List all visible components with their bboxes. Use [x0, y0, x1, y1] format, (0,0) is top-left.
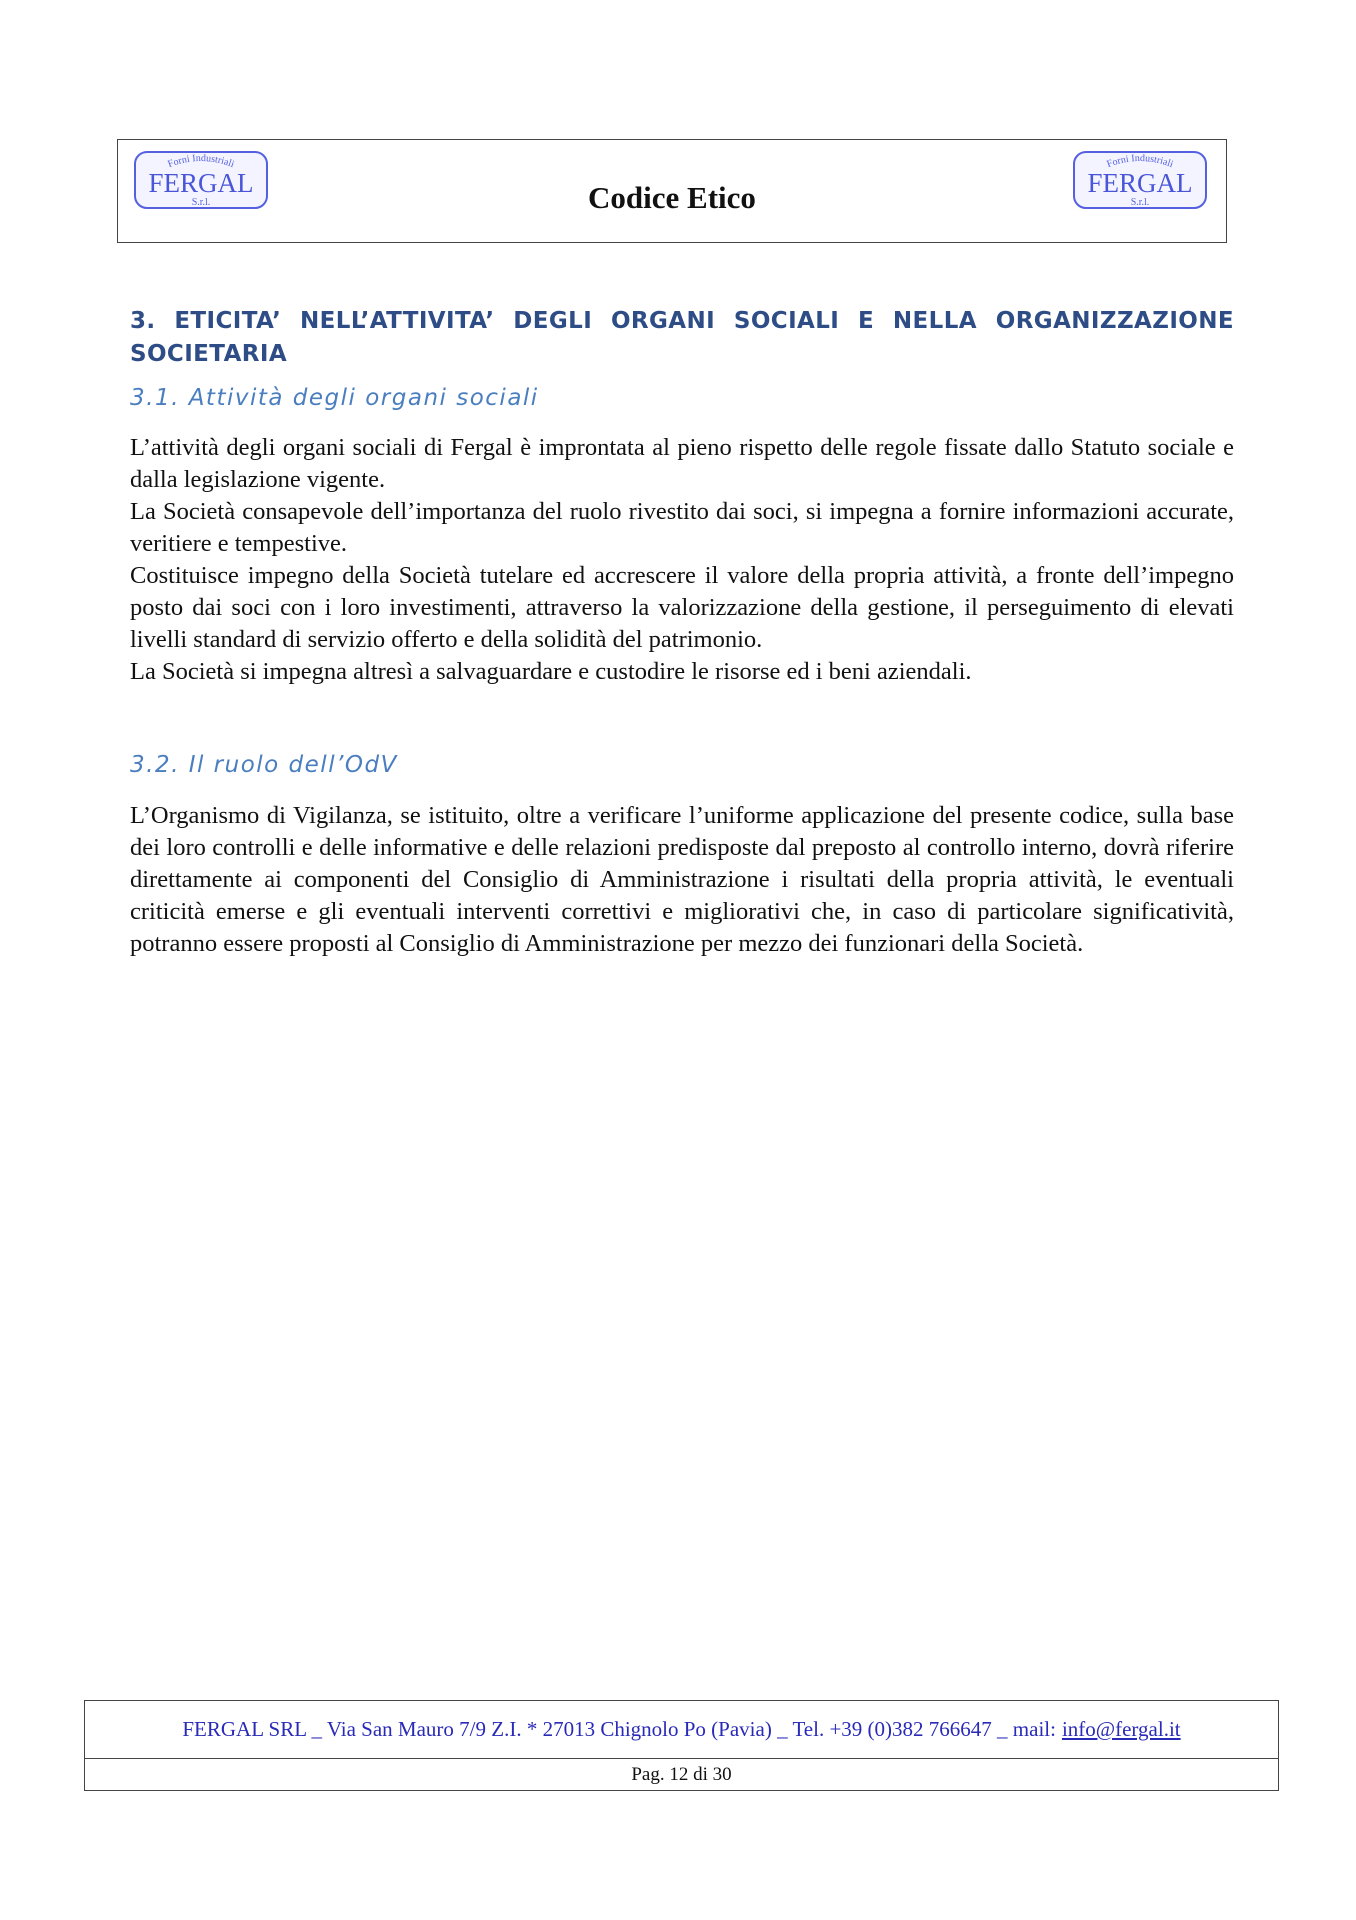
document-title: Codice Etico — [588, 180, 756, 215]
svg-text:Forni Industriali: Forni Industriali — [1105, 152, 1175, 171]
section-heading: 3. ETICITA’ NELL’ATTIVITA’ DEGLI ORGANI SOCIALI E NELLA ORGANIZZAZIONE SOCIETARIA — [130, 308, 1234, 367]
svg-text:FERGAL: FERGAL — [148, 168, 254, 198]
footer-address: FERGAL SRL _ Via San Mauro 7/9 Z.I. * 27013 Chignolo Po (Pavia) _ Tel. +39 (0)382 766647 _ mail: — [182, 1717, 1056, 1741]
paragraph: La Società consapevole dell’importanza del ruolo rivestito dai soci, si impegna a fornire informazioni accurate, veritiere e tempestive. — [130, 498, 1234, 557]
paragraph: L’Organismo di Vigilanza, se istituito, oltre a verificare l’uniforme applicazione del presente codice, sulla base dei loro controlli e delle informative e delle relazioni predisposte dal preposto al controllo interno, dovrà riferire direttamente ai componenti del Consiglio di Amministrazione i risultati della propria attività, le eventuali criticità emerse e gli eventuali interventi correttivi e migliorativi che, in caso di particolare significatività, potranno essere proposti al Consiglio di Amministrazione per mezzo dei funzionari della Società. — [130, 802, 1234, 957]
footer-contact — [85, 1701, 1278, 1759]
page-header — [117, 139, 1227, 243]
subsection-3-2-body — [130, 800, 1234, 960]
svg-text:Forni Industriali: Forni Industriali — [166, 152, 236, 171]
subsection-3-1-body — [130, 432, 1234, 688]
subsection-heading-3-1: 3.1. Attività degli organi sociali — [130, 385, 539, 411]
svg-text:S.r.l.: S.r.l. — [1130, 197, 1150, 208]
subsection-heading-3-2: 3.2. Il ruolo dell’OdV — [130, 752, 398, 778]
svg-text:S.r.l.: S.r.l. — [191, 197, 211, 208]
footer-email-link[interactable]: info@fergal.it — [1061, 1717, 1181, 1741]
paragraph: Costituisce impegno della Società tutelare ed accrescere il valore della propria attività, a fronte dell’impegno posto dai soci con i loro investimenti, attraverso la valorizzazione della gestione, il perseguimento di elevati livelli standard di servizio offerto e della solidità del patrimonio. — [130, 562, 1234, 653]
page-number: Pag. 12 di 30 — [631, 1763, 732, 1785]
paragraph: L’attività degli organi sociali di Fergal è improntata al pieno rispetto delle regole fissate dallo Statuto sociale e dalla legislazione vigente. — [130, 434, 1234, 493]
page-footer — [84, 1700, 1279, 1791]
paragraph: La Società si impegna altresì a salvaguardare e custodire le risorse ed i beni aziendali. — [130, 658, 972, 685]
svg-text:FERGAL: FERGAL — [1087, 168, 1193, 198]
fergal-logo-right — [1072, 148, 1208, 212]
